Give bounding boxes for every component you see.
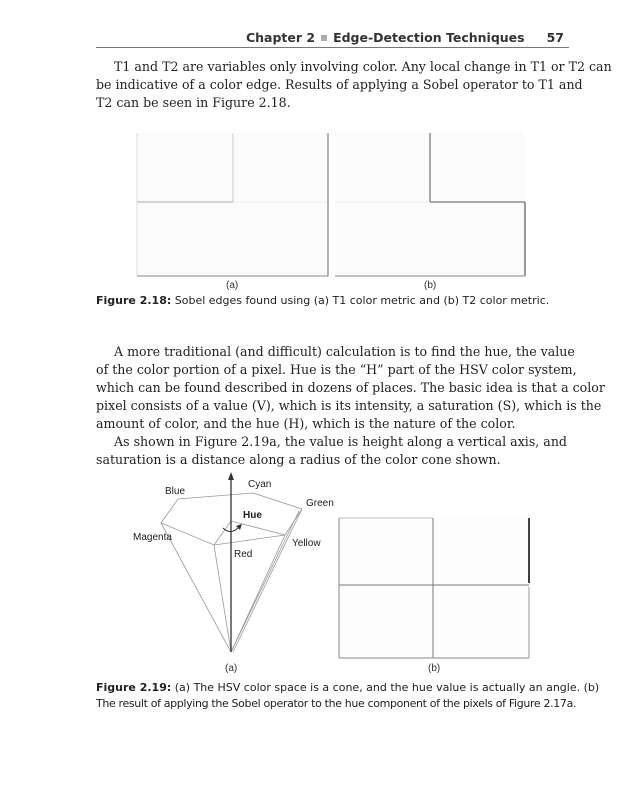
cone-label-red: Red <box>234 549 253 560</box>
cone-label-hue: Hue <box>243 510 262 521</box>
cone-label-magenta: Magenta <box>133 532 172 543</box>
running-header <box>246 30 564 45</box>
figure-2-19-caption-line2: The result of applying the Sobel operator to the hue component of the pixels of Figure 2.17a. <box>96 697 577 710</box>
paragraph3-line: As shown in Figure 2.19a, the value is height along a vertical axis, and <box>114 434 567 449</box>
header-rule <box>96 47 569 48</box>
figure-2-18b-panel <box>335 133 525 276</box>
caption-text: Sobel edges found using (a) T1 color metric and (b) T2 color metric. <box>174 294 550 307</box>
paragraph2-line: which can be found described in dozens of places. The basic idea is that a color <box>96 380 605 395</box>
page-number: 57 <box>546 30 564 45</box>
figure-2-19b-panel <box>339 518 529 658</box>
cone-label-blue: Blue <box>165 486 186 497</box>
paragraph2-line: amount of color, and the hue (H), which is the nature of the color. <box>96 416 516 431</box>
hue-angle-arrow <box>223 524 242 532</box>
figure-2-19-caption-line1 <box>96 681 599 694</box>
figure-2-19a-label: (a) <box>225 663 238 674</box>
figure-2-18-caption <box>96 294 549 307</box>
cone-label-yellow: Yellow <box>292 538 321 549</box>
paragraph1-line: be indicative of a color edge. Results of applying a Sobel operator to T1 and <box>96 77 583 92</box>
caption-label: Figure 2.18: <box>96 294 172 307</box>
cone-label-green: Green <box>306 498 334 509</box>
paragraph2-line: of the color portion of a pixel. Hue is the “H” part of the HSV color system, <box>96 362 577 377</box>
separator-square-icon <box>321 35 327 41</box>
value-axis-arrow <box>228 472 234 652</box>
caption-label: Figure 2.19: <box>96 681 172 694</box>
paragraph1-line: T1 and T2 are variables only involving color. Any local change in T1 or T2 can <box>114 59 612 74</box>
paragraph3-line: saturation is a distance along a radius of the color cone shown. <box>96 452 501 467</box>
chapter-label: Chapter 2 <box>245 30 316 45</box>
figure-2-18a-panel <box>137 133 328 276</box>
caption-text: (a) The HSV color space is a cone, and the hue value is actually an angle. (b) <box>174 681 600 694</box>
paragraph2-line: A more traditional (and difficult) calculation is to find the hue, the value <box>114 344 575 359</box>
paragraph1-line: T2 can be seen in Figure 2.18. <box>96 95 291 110</box>
figure-2-18a-label: (a) <box>226 280 239 291</box>
figure-2-18b-label: (b) <box>424 280 437 291</box>
cone-label-cyan: Cyan <box>248 479 272 490</box>
hsv-cone-diagram <box>161 493 302 652</box>
figure-2-19b-label: (b) <box>428 663 441 674</box>
chapter-title: Edge-Detection Techniques <box>333 30 525 45</box>
paragraph2-line: pixel consists of a value (V), which is its intensity, a saturation (S), which is the <box>96 398 602 413</box>
